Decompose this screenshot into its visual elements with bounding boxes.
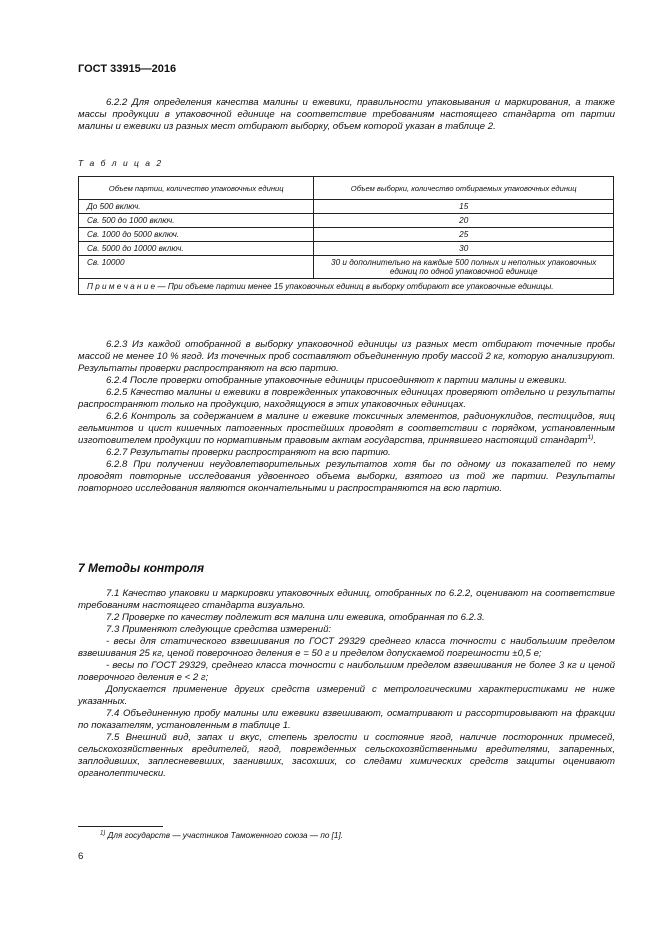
paragraph-6-2-5: 6.2.5 Качество малины и ежевики в поврежденных упаковочных единицах проверяют отдельно и результаты распространяют только на продукцию, находящуюся в этих упаковочных единицах. bbox=[78, 387, 615, 410]
table-header-sample: Объем выборки, количество отбираемых упаковочных единиц bbox=[314, 177, 614, 200]
bullet-scale-1: - весы для статического взвешивания по ГОСТ 29329 среднего класса точности с наибольшим пределом взвешивания 25 кг, ценой поверочного деления е = 50 г и пределом допускаемой погрешности ±0,5 е; bbox=[78, 636, 615, 659]
footnote-text: Для государств — участников Таможенного союза — по [1]. bbox=[105, 831, 344, 840]
table-cell-sample: 25 bbox=[314, 228, 614, 242]
paragraph-7-3-note: Допускается применение других средств измерений с метрологическими характеристиками не ниже указанных. bbox=[78, 684, 615, 707]
footnote-mark: 1) bbox=[100, 830, 106, 837]
table-note-row bbox=[79, 279, 614, 295]
paragraph-7-1: 7.1 Качество упаковки и маркировки упаковочных единиц, отобранных по 6.2.2, оценивают на соответствие требованиям настоящего стандарта визуально. bbox=[78, 588, 615, 611]
table-cell-sample: 20 bbox=[314, 214, 614, 228]
table-row bbox=[79, 228, 614, 242]
paragraph-6-2-2: 6.2.2 Для определения качества малины и ежевики, правильности упаковывания и маркирования, а также массы продукции в упаковочной единице на соответствие требованиям настоящего стандарта от партии малины и ежевики из разных мест отбирают выборку, объем которой указан в таблице 2. bbox=[78, 97, 615, 132]
page-number: 6 bbox=[78, 851, 84, 862]
sample-size-table bbox=[78, 176, 614, 295]
table-header-row bbox=[79, 177, 614, 200]
section-7-text bbox=[78, 588, 615, 780]
footnote-ref[interactable]: 1) bbox=[587, 433, 594, 441]
paragraph-6-2-6 bbox=[78, 411, 615, 447]
paragraph-7-3: 7.3 Применяют следующие средства измерений: bbox=[106, 624, 332, 635]
footnote bbox=[100, 831, 343, 840]
table-caption: Т а б л и ц а 2 bbox=[78, 158, 164, 168]
table-row bbox=[79, 242, 614, 256]
footnote-divider bbox=[78, 826, 163, 827]
paragraph-6-2-8: 6.2.8 При получении неудовлетворительных результатов хотя бы по одному из показателей по нему проводят повторные исследования удвоенного объема выборки, взятого из той же партии. Результаты повторного исследования являются окончательными и распространяются на всю партию. bbox=[78, 459, 615, 494]
document-header: ГОСТ 33915—2016 bbox=[78, 63, 177, 75]
paragraph-6-2-6-text: 6.2.6 Контроль за содержанием в малине и ежевике токсичных элементов, радионуклидов, пестицидов, яиц гельминтов и цист кишечных патогенных простейших проводят в соответствии с порядком, установленным изготовителем продукции по нормативным правовым актам государства, принявшего настоящий стандарт bbox=[78, 411, 615, 446]
table-cell-sample: 30 bbox=[314, 242, 614, 256]
paragraph-7-5: 7.5 Внешний вид, запах и вкус, степень зрелости и состояние ягод, наличие посторонних примесей, сельскохозяйственных вредителей, ягод, поврежденных сельскохозяйственными вредителями, запаренных, заплодивших, заплесневевших, загнивших, засохших, со следами химических средств защиты оценивают органолептически. bbox=[78, 732, 615, 779]
table-cell-lot: Св. 500 до 1000 включ. bbox=[79, 214, 314, 228]
paragraph-6-2-7: 6.2.7 Результаты проверки распространяют на всю партию. bbox=[106, 447, 391, 458]
intro-text bbox=[78, 97, 615, 133]
table-note: П р и м е ч а н и е — При объеме партии менее 15 упаковочных единиц в выборку отбирают все упаковочные единицы. bbox=[79, 279, 614, 295]
bullet-scale-2: - весы по ГОСТ 29329, среднего класса точности с наибольшим пределом взвешивания не более 3 кг и ценой поверочного деления е < 2 г; bbox=[78, 660, 615, 683]
table-cell-lot: До 500 включ. bbox=[79, 200, 314, 214]
table-row bbox=[79, 200, 614, 214]
table-row bbox=[79, 256, 614, 279]
table-cell-lot: Св. 1000 до 5000 включ. bbox=[79, 228, 314, 242]
section-6-2-text bbox=[78, 339, 615, 495]
paragraph-7-2: 7.2 Проверке по качеству подлежит вся малина или ежевика, отобранная по 6.2.3. bbox=[106, 612, 485, 623]
section-7-title: 7 Методы контроля bbox=[78, 561, 205, 575]
paragraph-6-2-4: 6.2.4 После проверки отобранные упаковочные единицы присоединяют к партии малины и ежевики. bbox=[106, 375, 567, 386]
paragraph-7-4: 7.4 Объединенную пробу малины или ежевики взвешивают, осматривают и рассортировывают на фракции по показателям, установленным в таблице 1. bbox=[78, 708, 615, 731]
table-cell-sample: 30 и дополнительно на каждые 500 полных и неполных упаковочных единиц по одной упаковочной единице bbox=[314, 256, 614, 279]
table-cell-lot: Св. 5000 до 10000 включ. bbox=[79, 242, 314, 256]
table-cell-lot: Св. 10000 bbox=[79, 256, 314, 279]
table-header-lot: Объем партии, количество упаковочных единиц bbox=[79, 177, 314, 200]
paragraph-6-2-6-end: . bbox=[593, 435, 596, 446]
paragraph-6-2-3: 6.2.3 Из каждой отобранной в выборку упаковочной единицы из разных мест отбирают точечные пробы массой не менее 10 % ягод. Из точечных проб составляют объединенную пробу массой 2 кг, которую анализируют. Результаты проверки распространяют на всю партию. bbox=[78, 339, 615, 374]
table-row bbox=[79, 214, 614, 228]
table-cell-sample: 15 bbox=[314, 200, 614, 214]
